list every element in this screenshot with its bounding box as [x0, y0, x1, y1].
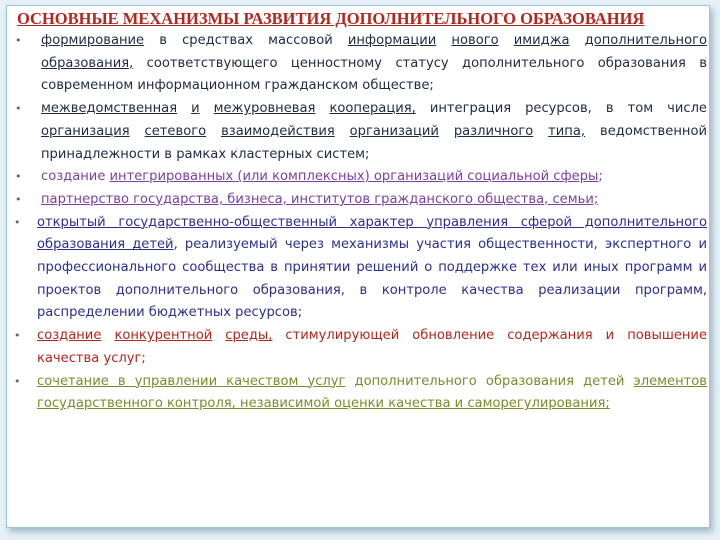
item-text-segment: сочетание в управлении качеством услуг — [37, 373, 346, 389]
bullet-icon: • — [14, 374, 21, 388]
bullet-icon: • — [15, 170, 22, 184]
item-text-segment: среды, — [225, 328, 273, 344]
item-text-segment — [570, 33, 585, 48]
item-text-segment — [206, 124, 221, 139]
item-text-segment: кооперация, — [329, 101, 416, 117]
item-text-segment: межуровневая — [213, 101, 316, 117]
list-item — [17, 166, 707, 189]
item-text-segment: информации — [347, 33, 437, 48]
item-text-segment — [533, 124, 548, 139]
item-text-segment — [130, 124, 145, 139]
item-text-segment: межведомственная — [41, 101, 178, 117]
list-item — [17, 30, 707, 98]
item-text-segment: партнерство государства, бизнеса, институтов гражданского общества, семьи; — [41, 191, 599, 207]
item-text-segment: дополнительного образования, — [41, 33, 707, 71]
item-text-segment: элементов государственного контроля, независимой оценки качества и саморегулирования; — [37, 373, 707, 412]
item-text-segment: ведомственной принадлежности в рамках кластерных систем; — [41, 123, 707, 162]
item-text-segment: соответствующего ценностному статусу дополнительного образования в современном информационном гражданском обществе; — [41, 55, 707, 94]
item-text-segment: стимулирующей обновление содержания и повышение качества услуг; — [37, 328, 707, 366]
list-item — [14, 371, 707, 416]
item-text-segment: открытый государственно-общественный характер управления сферой дополнительного образования детей — [37, 214, 707, 253]
bullet-icon: • — [14, 329, 21, 343]
item-text-segment: дополнительного образования детей — [345, 373, 634, 389]
slide-title-text: ОСНОВНЫЕ МЕХАНИЗМЫ РАЗВИТИЯ ДОПОЛНИТЕЛЬНОГО ОБРАЗОВАНИЯ — [17, 9, 645, 28]
item-text-segment — [177, 101, 191, 116]
item-text-segment: организаций — [349, 123, 439, 139]
item-text-segment: интегрированных (или комплексных) организаций социальной сферы — [109, 169, 599, 185]
item-text-segment: формирование — [41, 33, 145, 48]
slide-title — [17, 9, 707, 29]
slide-frame — [6, 5, 710, 528]
bullet-icon: • — [15, 34, 22, 47]
item-text-segment: конкурентной — [114, 328, 213, 344]
item-text-segment: , реализуемый через механизмы участия общественности, экспертного и профессионального сообщества в принятии решений о поддержке тех или иных программ и проектов дополнительного образования, в контроле качества реализации программ, распределении бюджетных ресурсов; — [37, 237, 707, 321]
item-text-segment — [315, 101, 329, 116]
item-text-segment: создание — [37, 328, 102, 344]
item-text-segment: интеграция ресурсов, в том числе — [415, 101, 707, 117]
item-text-segment: в средствах массовой — [144, 33, 348, 48]
item-text-segment: типа, — [548, 123, 586, 139]
item-text-segment — [499, 33, 514, 48]
item-text-segment — [439, 124, 454, 139]
item-text-segment: нового — [451, 33, 499, 48]
item-text-segment — [436, 33, 451, 48]
list-item — [17, 98, 707, 166]
item-text-segment: ; — [598, 169, 603, 185]
item-text-segment: организация — [41, 123, 130, 139]
item-text-segment: различного — [453, 123, 534, 139]
item-text-segment: взаимодействия — [221, 123, 335, 139]
list-item — [14, 212, 707, 326]
item-text-segment — [101, 328, 114, 343]
item-text-segment — [212, 328, 225, 343]
bullet-icon: • — [15, 102, 22, 116]
item-text-segment — [335, 124, 350, 139]
item-text-segment: создание — [41, 169, 110, 185]
list-item — [14, 325, 707, 370]
item-text-segment: имиджа — [513, 33, 570, 48]
list-item — [17, 189, 707, 212]
bullet-icon: • — [14, 215, 21, 229]
bullet-icon: • — [15, 192, 22, 206]
item-text-segment — [200, 101, 214, 116]
mechanism-list — [14, 30, 707, 416]
item-text-segment: сетевого — [144, 123, 207, 139]
item-text-segment: и — [191, 101, 200, 117]
